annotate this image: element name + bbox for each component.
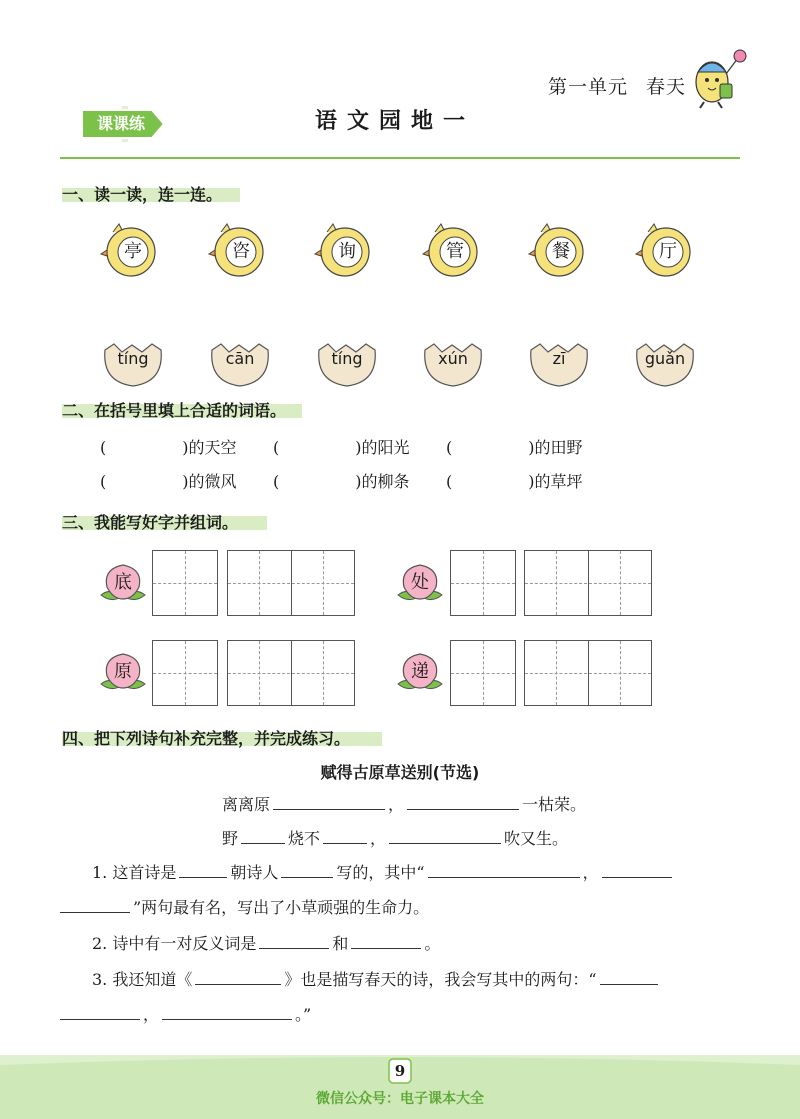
peach-char xyxy=(97,650,149,694)
question-text: 。 xyxy=(424,934,441,953)
question-3-cont xyxy=(60,1002,311,1025)
eggshell-pinyin xyxy=(209,342,271,388)
question-text: 3. 我还知道《 xyxy=(92,970,193,989)
chick-char xyxy=(527,220,587,280)
fill-row-1: ( )的阳光 xyxy=(273,438,410,457)
chick-char xyxy=(634,220,694,280)
peach-char-text: 原 xyxy=(114,661,132,682)
question-text: 》也是描写春天的诗，我会写其中的两句：“ xyxy=(284,970,597,989)
question-text: 1. 这首诗是 xyxy=(92,863,177,882)
chick-char xyxy=(313,220,373,280)
writing-grid[interactable] xyxy=(152,550,218,616)
writing-grid[interactable] xyxy=(227,640,355,706)
fill-suffix: 的微风 xyxy=(188,472,237,491)
wechat-credit: 微信公众号：电子课本大全 xyxy=(316,1091,484,1107)
peach-char xyxy=(394,561,446,605)
peach-char-text: 递 xyxy=(411,661,429,682)
blank-line[interactable] xyxy=(162,1018,292,1020)
question-1 xyxy=(92,860,675,883)
page-number xyxy=(388,1058,412,1084)
unit-theme: 春天 xyxy=(646,76,687,98)
fill-suffix: 的田野 xyxy=(534,438,583,457)
section4-heading xyxy=(62,726,350,749)
blank-line[interactable] xyxy=(241,842,285,844)
writing-grid[interactable] xyxy=(450,640,516,706)
blank-line[interactable] xyxy=(273,808,385,810)
poem-text: ， xyxy=(388,795,405,814)
blank-line[interactable] xyxy=(60,911,130,913)
blank-line[interactable] xyxy=(60,1018,140,1020)
fill-row-2: ( )的草坪 xyxy=(446,472,583,491)
blank-line[interactable] xyxy=(389,842,501,844)
question-text: 2. 诗中有一对反义词是 xyxy=(92,934,257,953)
question-1-cont xyxy=(60,895,429,918)
eggshell-pinyin xyxy=(634,342,696,388)
mascot-icon xyxy=(690,48,750,110)
peach-char xyxy=(394,650,446,694)
blank-line[interactable] xyxy=(407,808,519,810)
chick-char xyxy=(207,220,267,280)
fill-suffix: 的草坪 xyxy=(534,472,583,491)
chick-char-text: 餐 xyxy=(552,241,570,262)
fill-row-2: ( )的微风 xyxy=(100,472,237,491)
blank-line[interactable] xyxy=(351,947,421,949)
writing-grid[interactable] xyxy=(152,640,218,706)
unit-number: 第一单元 xyxy=(548,76,629,98)
pinyin-text: guǎn xyxy=(644,349,686,368)
pinyin-text: zī xyxy=(552,349,566,368)
section3-heading xyxy=(62,510,238,533)
writing-grid[interactable] xyxy=(450,550,516,616)
peach-char-text: 底 xyxy=(114,572,132,593)
page-number-text: 9 xyxy=(394,1062,406,1080)
eggshell-pinyin xyxy=(102,342,164,388)
poem-text: ， xyxy=(370,829,387,848)
blank-line[interactable] xyxy=(323,842,367,844)
chick-char xyxy=(421,220,481,280)
lesson-tag xyxy=(82,106,168,142)
blank-line[interactable] xyxy=(281,876,333,878)
blank-line[interactable] xyxy=(195,983,281,985)
fill-row-1: ( )的天空 xyxy=(100,438,237,457)
chick-char-text: 咨 xyxy=(232,241,250,262)
poem-line-1 xyxy=(222,792,586,815)
lesson-tag-text: 课课练 xyxy=(96,114,145,133)
section2-heading-text: 二、在括号里填上合适的词语。 xyxy=(62,401,287,420)
poem-text: 野 xyxy=(222,829,239,848)
section1-heading xyxy=(62,182,222,205)
fill-row-1: ( )的田野 xyxy=(446,438,583,457)
question-text: 朝诗人 xyxy=(230,863,279,882)
question-2 xyxy=(92,931,440,954)
blank-line[interactable] xyxy=(428,876,580,878)
question-text: 。” xyxy=(295,1005,312,1024)
blank-line[interactable] xyxy=(600,983,658,985)
fill-row-2: ( )的柳条 xyxy=(273,472,410,491)
chick-char-text: 厅 xyxy=(659,241,677,262)
page-title: 语文园地一 xyxy=(314,108,475,134)
pinyin-text: tíng xyxy=(331,349,363,368)
eggshell-pinyin xyxy=(316,342,378,388)
fill-suffix: 的天空 xyxy=(188,438,237,457)
section2-heading xyxy=(62,398,286,421)
eggshell-pinyin xyxy=(422,342,484,388)
chick-char-text: 管 xyxy=(446,241,464,262)
section4-heading-text: 四、把下列诗句补充完整，并完成练习。 xyxy=(62,729,351,748)
question-text: 写的，其中“ xyxy=(336,863,425,882)
chick-char xyxy=(99,220,159,280)
fill-suffix: 的阳光 xyxy=(361,438,410,457)
header-divider xyxy=(60,157,740,159)
peach-char xyxy=(97,561,149,605)
chick-char-text: 亭 xyxy=(124,241,142,262)
eggshell-pinyin xyxy=(528,342,590,388)
poem-text: 一枯荣。 xyxy=(522,795,587,814)
blank-line[interactable] xyxy=(602,876,672,878)
poem-text: 离离原 xyxy=(222,795,271,814)
section3-heading-text: 三、我能写好字并组词。 xyxy=(62,513,239,532)
poem-text: 烧不 xyxy=(288,829,321,848)
pinyin-text: xún xyxy=(438,349,468,368)
blank-line[interactable] xyxy=(259,947,329,949)
chick-char-text: 询 xyxy=(338,241,356,262)
question-text: ， xyxy=(582,863,599,882)
question-3 xyxy=(92,967,661,990)
poem-title: 赋得古原草送别(节选) xyxy=(320,763,480,782)
writing-grid[interactable] xyxy=(524,640,652,706)
peach-char-text: 处 xyxy=(411,572,429,593)
pinyin-text: cān xyxy=(225,349,255,368)
question-text: ， xyxy=(143,1005,160,1024)
writing-grid[interactable] xyxy=(524,550,652,616)
section1-heading-text: 一、读一读，连一连。 xyxy=(62,185,223,204)
question-text: 和 xyxy=(332,934,349,953)
fill-suffix: 的柳条 xyxy=(361,472,410,491)
question-text: ”两句最有名，写出了小草顽强的生命力。 xyxy=(133,898,430,917)
unit-label xyxy=(548,72,704,99)
writing-grid[interactable] xyxy=(227,550,355,616)
pinyin-text: tíng xyxy=(117,349,149,368)
poem-line-2 xyxy=(222,826,568,849)
blank-line[interactable] xyxy=(179,876,227,878)
poem-text: 吹又生。 xyxy=(504,829,569,848)
